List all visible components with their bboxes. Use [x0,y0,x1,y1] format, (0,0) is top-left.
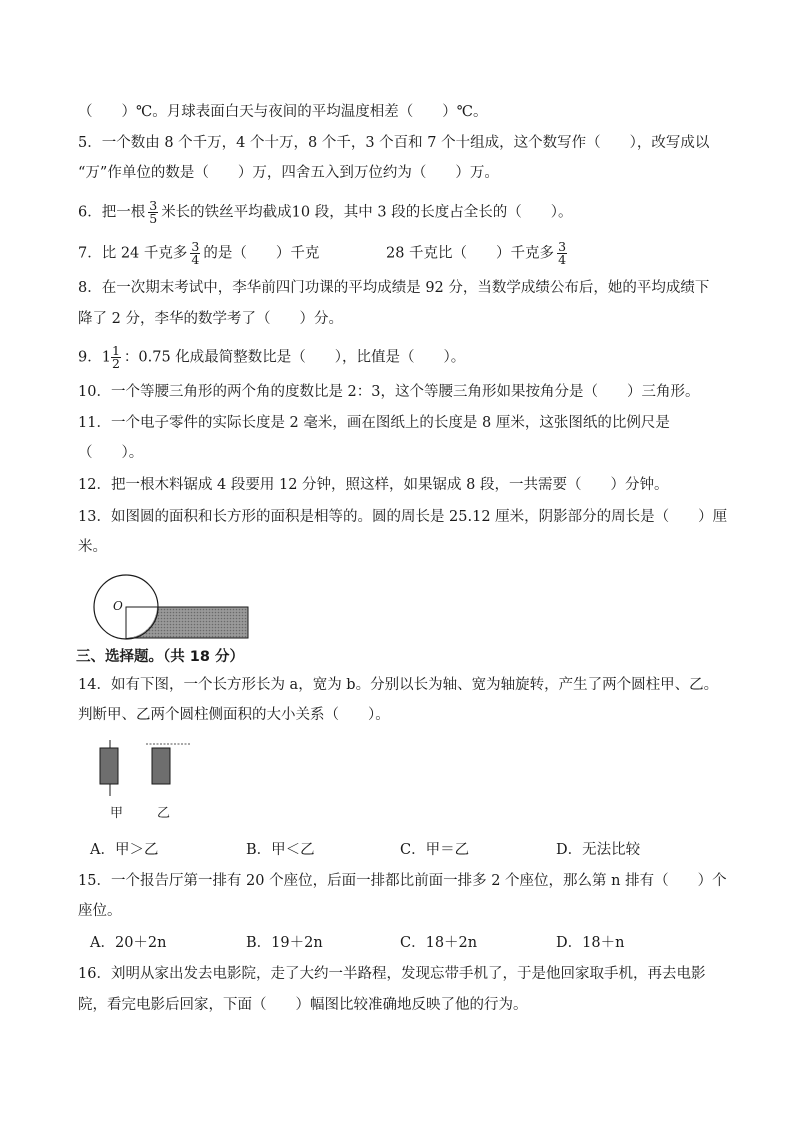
q11-line-2: （ ）。 [78,445,144,461]
q6-line [78,200,572,225]
q8-line-2: 降了 2 分，李华的数学考了（ ）分。 [78,311,343,327]
q13-line-1: 13．如图圆的面积和长方形的面积是相等的。圆的周长是 25.12 厘米，阴影部分的周长是（ ）厘 [78,509,728,525]
q13-figure [88,566,263,646]
q6-fraction [148,200,158,225]
q6-fraction-den: 5 [149,211,158,226]
q12-line: 12．把一根木料锯成 4 段要用 12 分钟，照这样，如果锯成 8 段，一共需要（ ）分钟。 [78,477,669,493]
q14-line-1: 14．如有下图，一个长方形长为 a，宽为 b。分别以长为轴、宽为轴旋转，产生了两个圆柱甲、乙。 [78,677,719,693]
q14-label-yi: 乙 [157,806,171,821]
q5-line-1: 5．一个数由 8 个千万，4 个十万，8 个千，3 个百和 7 个十组成，这个数写作（ ），改写成以 [78,135,710,151]
q15-line-1: 15．一个报告厅第一排有 20 个座位，后面一排都比前面一排多 2 个座位，那么第 n 排有（ ）个 [78,873,727,889]
q16-line-2: 院，看完电影后回家，下面（ ）幅图比较准确地反映了他的行为。 [78,997,528,1013]
q15-option-d[interactable]: D．18＋n [556,935,625,951]
q7-line-b [386,241,570,266]
q7a-fraction-num: 3 [191,239,200,254]
q7b-fraction-den: 4 [558,252,567,267]
q9-fraction-num: 1 [111,343,120,358]
q14-option-a[interactable]: A．甲＞乙 [90,842,159,858]
q9-text-pre: 9．1 [78,349,111,366]
q14-option-d[interactable]: D．无法比较 [556,842,641,858]
q7-text-mid: 的是（ ）千克 [203,245,320,262]
q7a-fraction-den: 4 [191,252,200,267]
q4-tail-line: （ ）℃。月球表面白天与夜间的平均温度相差（ ）℃。 [78,104,488,120]
q14-rectangle-1 [100,748,118,784]
q10-line: 10．一个等腰三角形的两个角的度数比是 2：3，这个等腰三角形如果按角分是（ ）三角形。 [78,384,700,400]
q9-fraction-den: 2 [111,356,120,371]
q16-line-1: 16．刘明从家出发去电影院，走了大约一半路程，发现忘带手机了，于是他回家取手机，再去电影 [78,966,706,982]
q8-line-1: 8．在一次期末考试中，李华前四门功课的平均成绩是 92 分，当数学成绩公布后，她的平均成绩下 [78,280,710,296]
q7-line-a [78,241,319,266]
q15-option-c[interactable]: C．18＋2n [400,935,478,951]
q5-line-2: “万”作单位的数是（ ）万，四舍五入到万位约为（ ）万。 [78,165,499,181]
q15-line-2: 座位。 [78,903,122,919]
q6-fraction-num: 3 [149,198,158,213]
q6-text-pre: 6．把一根 [78,204,146,221]
q7-text-pre: 7．比 24 千克多 [78,245,188,262]
q14-option-c[interactable]: C．甲＝乙 [400,842,470,858]
q7b-fraction-num: 3 [558,239,567,254]
q11-line-1: 11．一个电子零件的实际长度是 2 毫米，画在图纸上的长度是 8 厘米，这张图纸的比例尺是 [78,415,670,431]
q15-option-a[interactable]: A．20＋2n [90,935,167,951]
q13-line-2: 米。 [78,539,107,555]
q7b-fraction [557,241,567,266]
q9-line [78,345,465,370]
q14-figure [90,740,200,800]
q13-center-label: O [113,599,123,613]
q7a-fraction [190,241,200,266]
section-3-heading: 三、选择题。（共 18 分） [76,649,245,665]
q15-option-b[interactable]: B．19＋2n [246,935,323,951]
q14-label-jia: 甲 [110,806,124,821]
q7-text-b: 28 千克比（ ）千克多 [386,245,555,262]
q6-text-post: 米长的铁丝平均截成10 段，其中 3 段的长度占全长的（ ）。 [161,204,573,221]
q9-fraction [111,345,121,370]
q14-line-2: 判断甲、乙两个圆柱侧面积的大小关系（ ）。 [78,707,390,723]
q9-text-post: ：0.75 化成最简整数比是（ ），比值是（ ）。 [123,349,466,366]
q14-rectangle-2 [152,748,170,784]
q14-option-b[interactable]: B．甲＜乙 [246,842,315,858]
